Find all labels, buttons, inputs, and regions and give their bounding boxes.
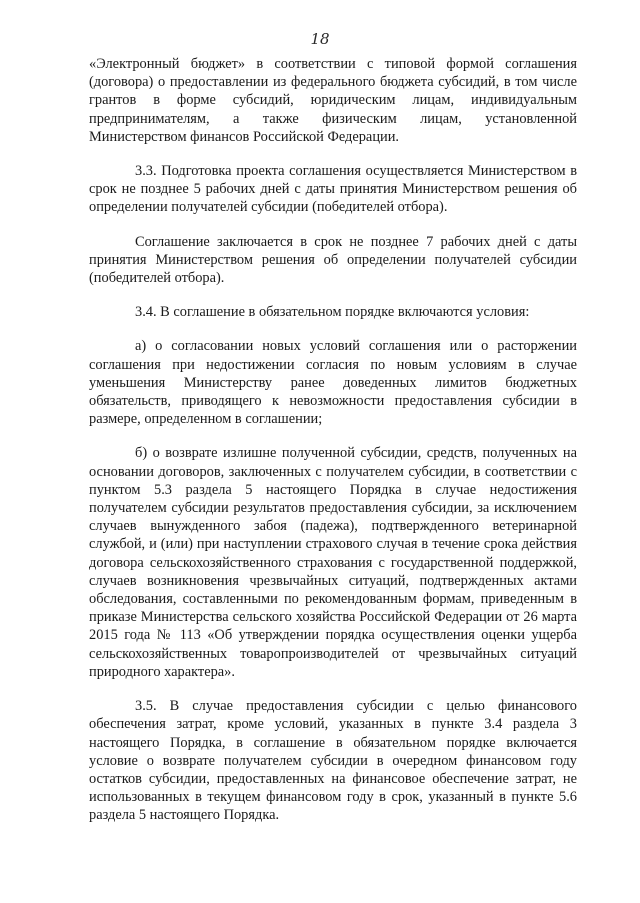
paragraph-continuation: «Электронный бюджет» в соответствии с типовой формой соглашения (договора) о предоставлении из федерального бюджета субсидий, в том числе грантов в форме субсидий, юридическим лицам, индивидуальным предпринимателям, а также физическим лицам, установленной Министерством финансов Российской Федерации. bbox=[89, 56, 577, 145]
page-number: 18 bbox=[310, 30, 330, 48]
body-text bbox=[89, 55, 577, 825]
paragraph-3-4-b: б) о возврате излишне полученной субсидии, средств, полученных на основании договоров, заключенных с получателем субсидии, в соответствии с пунктом 5.3 раздела 5 настоящего Порядка в случае недостижения получателем субсидии результатов предоставления субсидии, за исключением случаев вынужденного забоя (падежа), подтвержденного ветеринарной службой, и (или) при наступлении страхового случая в течение срока действия договора сельскохозяйственного страхования с государственной поддержкой, случаев возникновения чрезвычайных ситуаций, подтвержденных актами обследования, составленными по рекомендованным формам, приведенным в приказе Министерства сельского хозяйства Российской Федерации от 26 марта 2015 года № 113 «Об утверждении порядка осуществления оценки ущерба сельскохозяйственных товаропроизводителей от чрезвычайных ситуаций природного характера». bbox=[89, 445, 577, 680]
paragraph-agreement-term: Соглашение заключается в срок не позднее 7 рабочих дней с даты принятия Министерством решения об определении получателей субсидии (победителей отбора). bbox=[89, 233, 577, 287]
paragraph-3-5: 3.5. В случае предоставления субсидии с целью финансового обеспечения затрат, кроме условий, указанных в пункте 3.4 раздела 3 настоящего Порядка, в соглашение в обязательном порядке включается условие о возврате получателем субсидии в очередном финансовом году остатков субсидии, предоставленных на финансовое обеспечение затрат, не использованных в текущем финансовом году в срок, указанный в пункте 5.6 раздела 5 настоящего Порядка. bbox=[89, 698, 577, 824]
paragraph-3-3: 3.3. Подготовка проекта соглашения осуществляется Министерством в срок не позднее 5 рабочих дней с даты принятия Министерством решения об определении получателей субсидии (победителей отбора). bbox=[89, 163, 577, 216]
paragraph-3-4-a: а) о согласовании новых условий соглашения или о расторжении соглашения при недостижении согласия по новым условиям в случае уменьшения Министерству ранее доведенных лимитов бюджетных обязательств, приводящего к невозможности предоставления субсидии в размере, определенном в соглашении; bbox=[89, 338, 577, 428]
paragraph-3-4: 3.4. В соглашение в обязательном порядке включаются условия: bbox=[135, 304, 530, 321]
